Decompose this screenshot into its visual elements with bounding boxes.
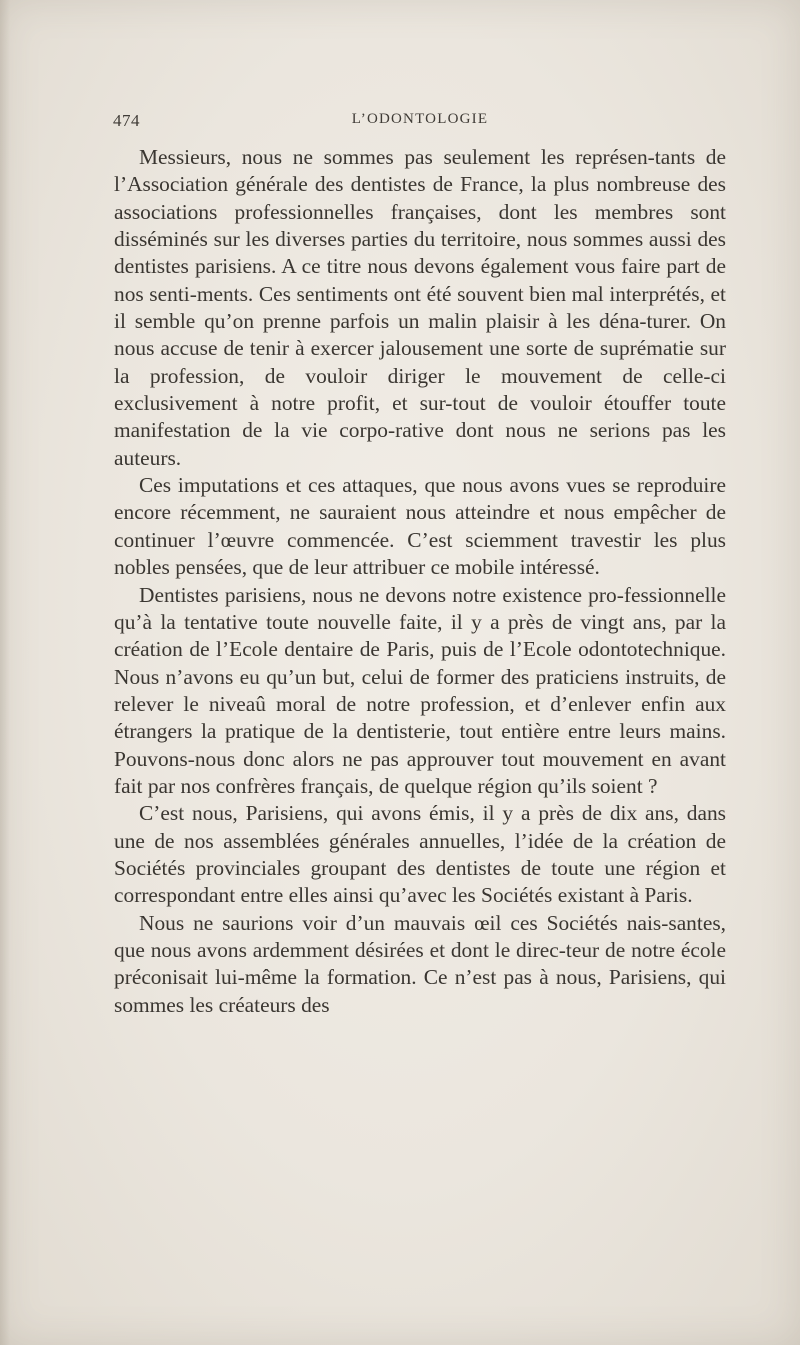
paragraph-2: Ces imputations et ces attaques, que nous avons vues se reproduire encore récemment, ne sauraient nous atteindre et nous empêcher de continuer l’œuvre commencée. C’est sciemment travestir les plus nobles pensées, que de leur attribuer ce mobile intéressé. (114, 473, 726, 580)
page-binding-shadow (0, 0, 10, 1345)
page-header (113, 111, 727, 137)
page-number: 474 (113, 111, 140, 130)
paragraph-3: Dentistes parisiens, nous ne devons notre existence pro-fessionnelle qu’à la tentative toute nouvelle faite, il y a près de vingt ans, par la création de l’Ecole dentaire de Paris, puis de l’Ecole odontotechnique. Nous n’avons eu qu’un but, celui de former des praticiens instruits, de relever le niveaû moral de notre profession, et d’enlever enfin aux étrangers la pratique de la dentisterie, tout entière entre leurs mains. Pouvons-nous donc alors ne pas approuver tout mouvement en avant fait par nos confrères français, de quelque région qu’ils soient ? (114, 582, 726, 798)
paragraph-4: C’est nous, Parisiens, qui avons émis, il y a près de dix ans, dans une de nos assemblées générales annuelles, l’idée de la création de Sociétés provinciales groupant des dentistes de toute une région et correspondant entre elles ainsi qu’avec les Sociétés existant à Paris. (114, 801, 726, 908)
running-title: L’ODONTOLOGIE (351, 111, 489, 127)
paragraph-1: Messieurs, nous ne sommes pas seulement les représen-tants de l’Association générale des dentistes de France, la plus nombreuse des associations professionnelles françaises, dont les membres sont disséminés sur les diverses parties du territoire, nous sommes aussi des dentistes parisiens. A ce titre nous devons également vous faire part de nos senti-ments. Ces sentiments ont été souvent bien mal interprétés, et il semble qu’on prenne parfois un malin plaisir à les déna-turer. On nous accuse de tenir à exercer jalousement une sorte de suprématie sur la profession, de vouloir diriger le mouvement de celle-ci exclusivement à notre profit, et sur-tout de vouloir étouffer toute manifestation de la vie corpo-rative dont nous ne serions pas les auteurs. (114, 145, 726, 470)
body-text (114, 144, 726, 1019)
paragraph-5: Nous ne saurions voir d’un mauvais œil ces Sociétés nais-santes, que nous avons ardemment désirées et dont le direc-teur de notre école préconisait lui-même la formation. Ce n’est pas à nous, Parisiens, qui sommes les créateurs des (114, 910, 726, 1017)
